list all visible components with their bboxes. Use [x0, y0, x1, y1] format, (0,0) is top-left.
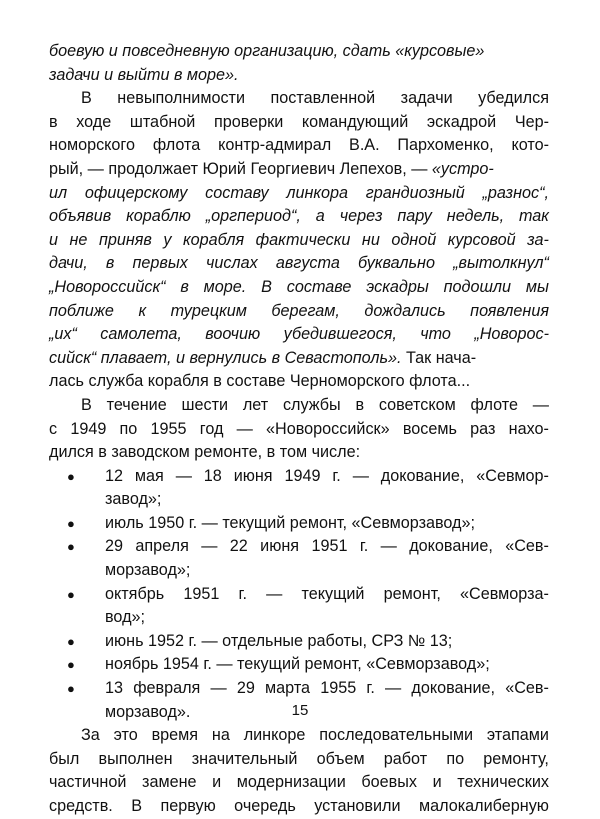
list-item-text: 12 мая — 18 июня 1949 г. — докование, «Севмор-	[105, 466, 549, 485]
text-line	[49, 205, 549, 229]
text-line	[49, 724, 549, 748]
text-line	[49, 347, 549, 371]
text-line	[49, 111, 549, 135]
text-segment: задачи и выйти в море».	[49, 65, 239, 84]
text-segment: рый, — продолжает Юрий Георгиевич Лепехов, —	[49, 159, 432, 178]
text-segment: В течение шести лет службы в советском флоте —	[81, 395, 549, 414]
text-segment: „Новороссийск“ в море. В составе эскадры подошли мы	[49, 277, 549, 296]
list-item-text: ноябрь 1954 г. — текущий ремонт, «Севморзавод»;	[105, 655, 490, 674]
list-item	[49, 653, 549, 677]
text-line	[49, 276, 549, 300]
text-segment: дился в заводском ремонте, в том числе:	[49, 443, 361, 462]
text-line	[49, 182, 549, 206]
text-line	[49, 87, 549, 111]
text-segment: сийск“ плавает, и вернулись в Севастополь».	[49, 348, 402, 367]
text-segment: ил офицерскому составу линкора грандиозный „разнос“,	[49, 183, 549, 202]
list-item-continuation: морзавод»;	[105, 561, 191, 580]
text-segment: боевую и повседневную организацию, сдать «курсовые»	[49, 42, 485, 60]
bullet-icon: ●	[67, 515, 75, 531]
list-item-text: июль 1950 г. — текущий ремонт, «Севморзавод»;	[105, 513, 476, 532]
text-segment: был выполнен значительный объем работ по ремонту,	[49, 749, 549, 768]
text-segment: лась служба корабля в составе Черноморского флота...	[49, 372, 471, 391]
text-line	[49, 394, 549, 418]
text-line	[49, 158, 549, 182]
text-line	[49, 771, 549, 795]
list-item-continuation: вод»;	[105, 608, 146, 627]
page-number: 15	[291, 702, 309, 719]
text-segment: Так нача-	[401, 348, 477, 367]
list-item	[49, 583, 549, 607]
text-segment: объявив кораблю „оргпериод“, а через пару недель, так	[49, 207, 549, 226]
text-line	[49, 252, 549, 276]
list-item-text: октябрь 1951 г. — текущий ремонт, «Севморза-	[105, 584, 549, 603]
text-segment: частичной замене и модернизации боевых и технических	[49, 773, 549, 792]
text-line	[49, 229, 549, 253]
list-item-continuation: завод»;	[105, 490, 162, 509]
repair-list	[49, 465, 549, 725]
list-item	[49, 512, 549, 536]
list-item-text: 29 апреля — 22 июня 1951 г. — докование, «Сев-	[105, 537, 549, 556]
text-line	[49, 795, 549, 819]
bullet-icon: ●	[67, 539, 75, 555]
text-line	[49, 64, 549, 88]
bullet-icon: ●	[67, 633, 75, 649]
text-segment: За это время на линкоре последовательными этапами	[81, 726, 549, 745]
text-segment: поближе к турецким берегам, дождались появления	[49, 301, 549, 320]
text-segment: средств. В первую очередь установили малокалиберную	[49, 797, 549, 815]
list-item	[49, 630, 549, 654]
bullet-icon: ●	[67, 468, 75, 484]
text-line	[49, 300, 549, 324]
text-line	[49, 134, 549, 158]
text-line	[49, 370, 549, 394]
list-item-continuation: морзавод».	[105, 702, 191, 721]
text-line	[49, 40, 549, 64]
text-segment: с 1949 по 1955 год — «Новороссийск» восемь раз нахо-	[49, 419, 549, 438]
list-item-text: июнь 1952 г. — отдельные работы, СРЗ № 13;	[105, 631, 453, 650]
list-item-text: 13 февраля — 29 марта 1955 г. — докование, «Сев-	[105, 679, 549, 698]
list-item	[49, 535, 549, 559]
bullet-icon: ●	[67, 681, 75, 697]
text-segment: и не приняв у корабля фактически ни одной курсовой за-	[49, 230, 549, 249]
text-line	[49, 748, 549, 772]
list-item	[49, 465, 549, 489]
text-segment: В невыполнимости поставленной задачи убедился	[81, 89, 549, 108]
text-line	[49, 323, 549, 347]
text-line	[49, 418, 549, 442]
text-segment: «устро-	[431, 159, 494, 178]
text-segment: дачи, в первых числах августа буквально „вытолкнул“	[49, 254, 549, 273]
text-segment: номорского флота контр-адмирал В.А. Пархоменко, кото-	[49, 136, 549, 155]
bullet-icon: ●	[67, 657, 75, 673]
text-line	[49, 441, 549, 465]
list-item	[49, 677, 549, 701]
text-segment: „их“ самолета, воочию убедившегося, что „Новорос-	[49, 325, 549, 344]
text-segment: в ходе штабной проверки командующий эскадрой Чер-	[49, 112, 549, 131]
bullet-icon: ●	[67, 586, 75, 602]
